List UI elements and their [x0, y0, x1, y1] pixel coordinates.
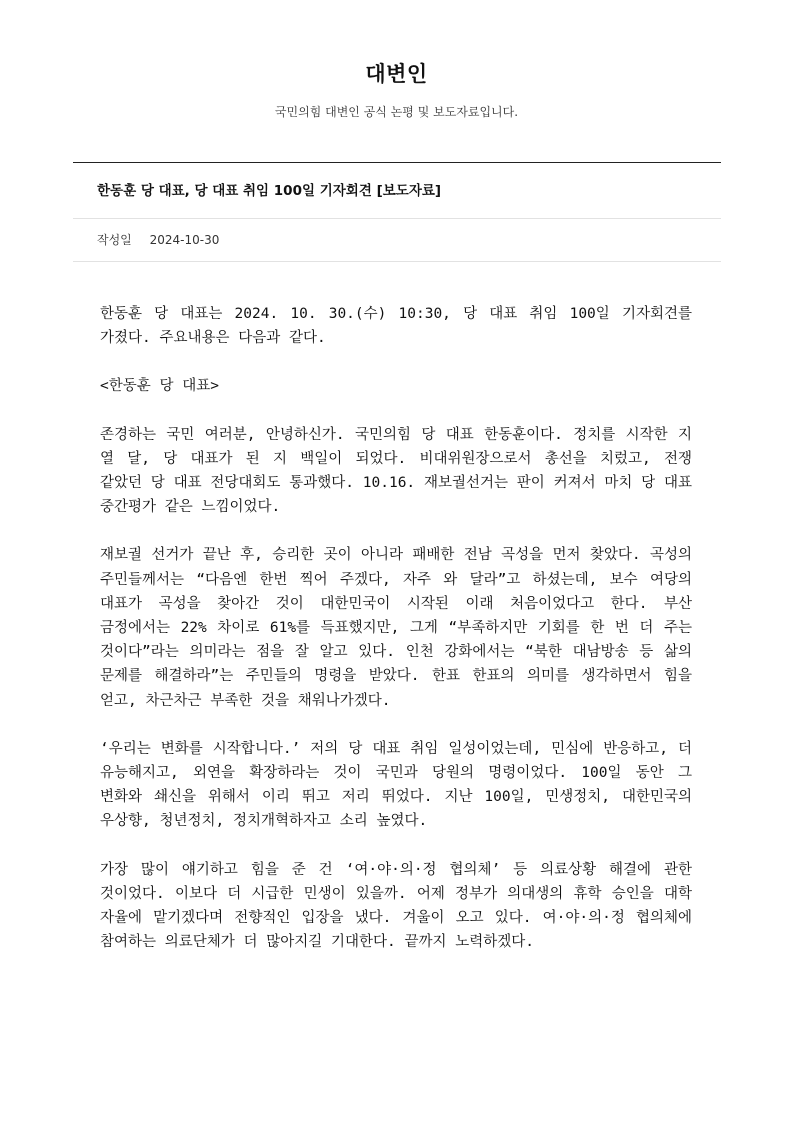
paragraph-speaker: <한동훈 당 대표>: [100, 378, 219, 395]
header-divider: [73, 162, 721, 163]
site-title[interactable]: 대변인: [365, 62, 428, 86]
paragraph-greeting: 존경하는 국민 여러분, 안녕하신가. 국민의힘 당 대표 한동훈이다. 정치를 시작한 지 열 달, 당 대표가 된 지 백일이 되었다. 비대위원장으로서 총선을 치렀고, 전쟁 같았던 당 대표 전당대회도 통과했다. 10.16. 재보궐선거는 판이 커져서 마치 당 대표 중간평가 같은 느낌이었다.: [100, 426, 692, 516]
date-label: 작성일: [97, 233, 132, 247]
meta-divider: [73, 261, 721, 262]
title-divider: [73, 218, 721, 219]
article-body: [100, 302, 692, 978]
paragraph-change: ‘우리는 변화를 시작합니다.’ 저의 당 대표 취임 일성이었는데, 민심에 반응하고, 더 유능해지고, 외연을 확장하라는 것이 국민과 당원의 명령이었다. 100일 동안 그 변화와 쇄신을 위해서 이리 뛰고 저리 뛰었다. 지난 100일, 민생정치, 대한민국의 우상향, 청년정치, 정치개혁하자고 소리 높였다.: [100, 740, 692, 830]
post-date: 2024-10-30: [149, 233, 220, 247]
paragraph-intro: 한동훈 당 대표는 2024. 10. 30.(수) 10:30, 당 대표 취임 100일 기자회견를 가졌다. 주요내용은 다음과 같다.: [100, 306, 692, 347]
post-meta: [97, 228, 219, 252]
paragraph-medical: 가장 많이 얘기하고 힘을 준 건 ‘여·야·의·정 협의체’ 등 의료상황 해결에 관한 것이었다. 이보다 더 시급한 민생이 있을까. 어제 정부가 의대생의 휴학 승인을 대학 자율에 맡기겠다며 전향적인 입장을 냈다. 겨울이 오고 있다. 여·야·의·정 협의체에 참여하는 의료단체가 더 많아지길 기대한다. 끝까지 노력하겠다.: [100, 861, 692, 951]
site-subtitle: 국민의힘 대변인 공식 논평 및 보도자료입니다.: [274, 105, 519, 119]
paragraph-by-election: 재보궐 선거가 끝난 후, 승리한 곳이 아니라 패배한 전남 곡성을 먼저 찾았다. 곡성의 주민들께서는 “다음엔 한번 찍어 주겠다, 자주 와 달라”고 하셨는데, 보수 여당의 대표가 곡성을 찾아간 것이 대한민국이 시작된 이래 처음이었다고 한다. 부산 금정에서는 22% 차이로 61%를 득표했지만, 그게 “부족하지만 기회를 한 번 더 주는 것이다”라는 의미라는 점을 잘 알고 있다. 인천 강화에서는 “북한 대남방송 등 삶의 문제를 해결하라”는 주민들의 명령을 받았다. 한표 한표의 의미를 생각하면서 힘을 얻고, 차근차근 부족한 것을 채워나가겠다.: [100, 547, 692, 709]
post-title: 한동훈 당 대표, 당 대표 취임 100일 기자회견 [보도자료]: [97, 183, 442, 199]
